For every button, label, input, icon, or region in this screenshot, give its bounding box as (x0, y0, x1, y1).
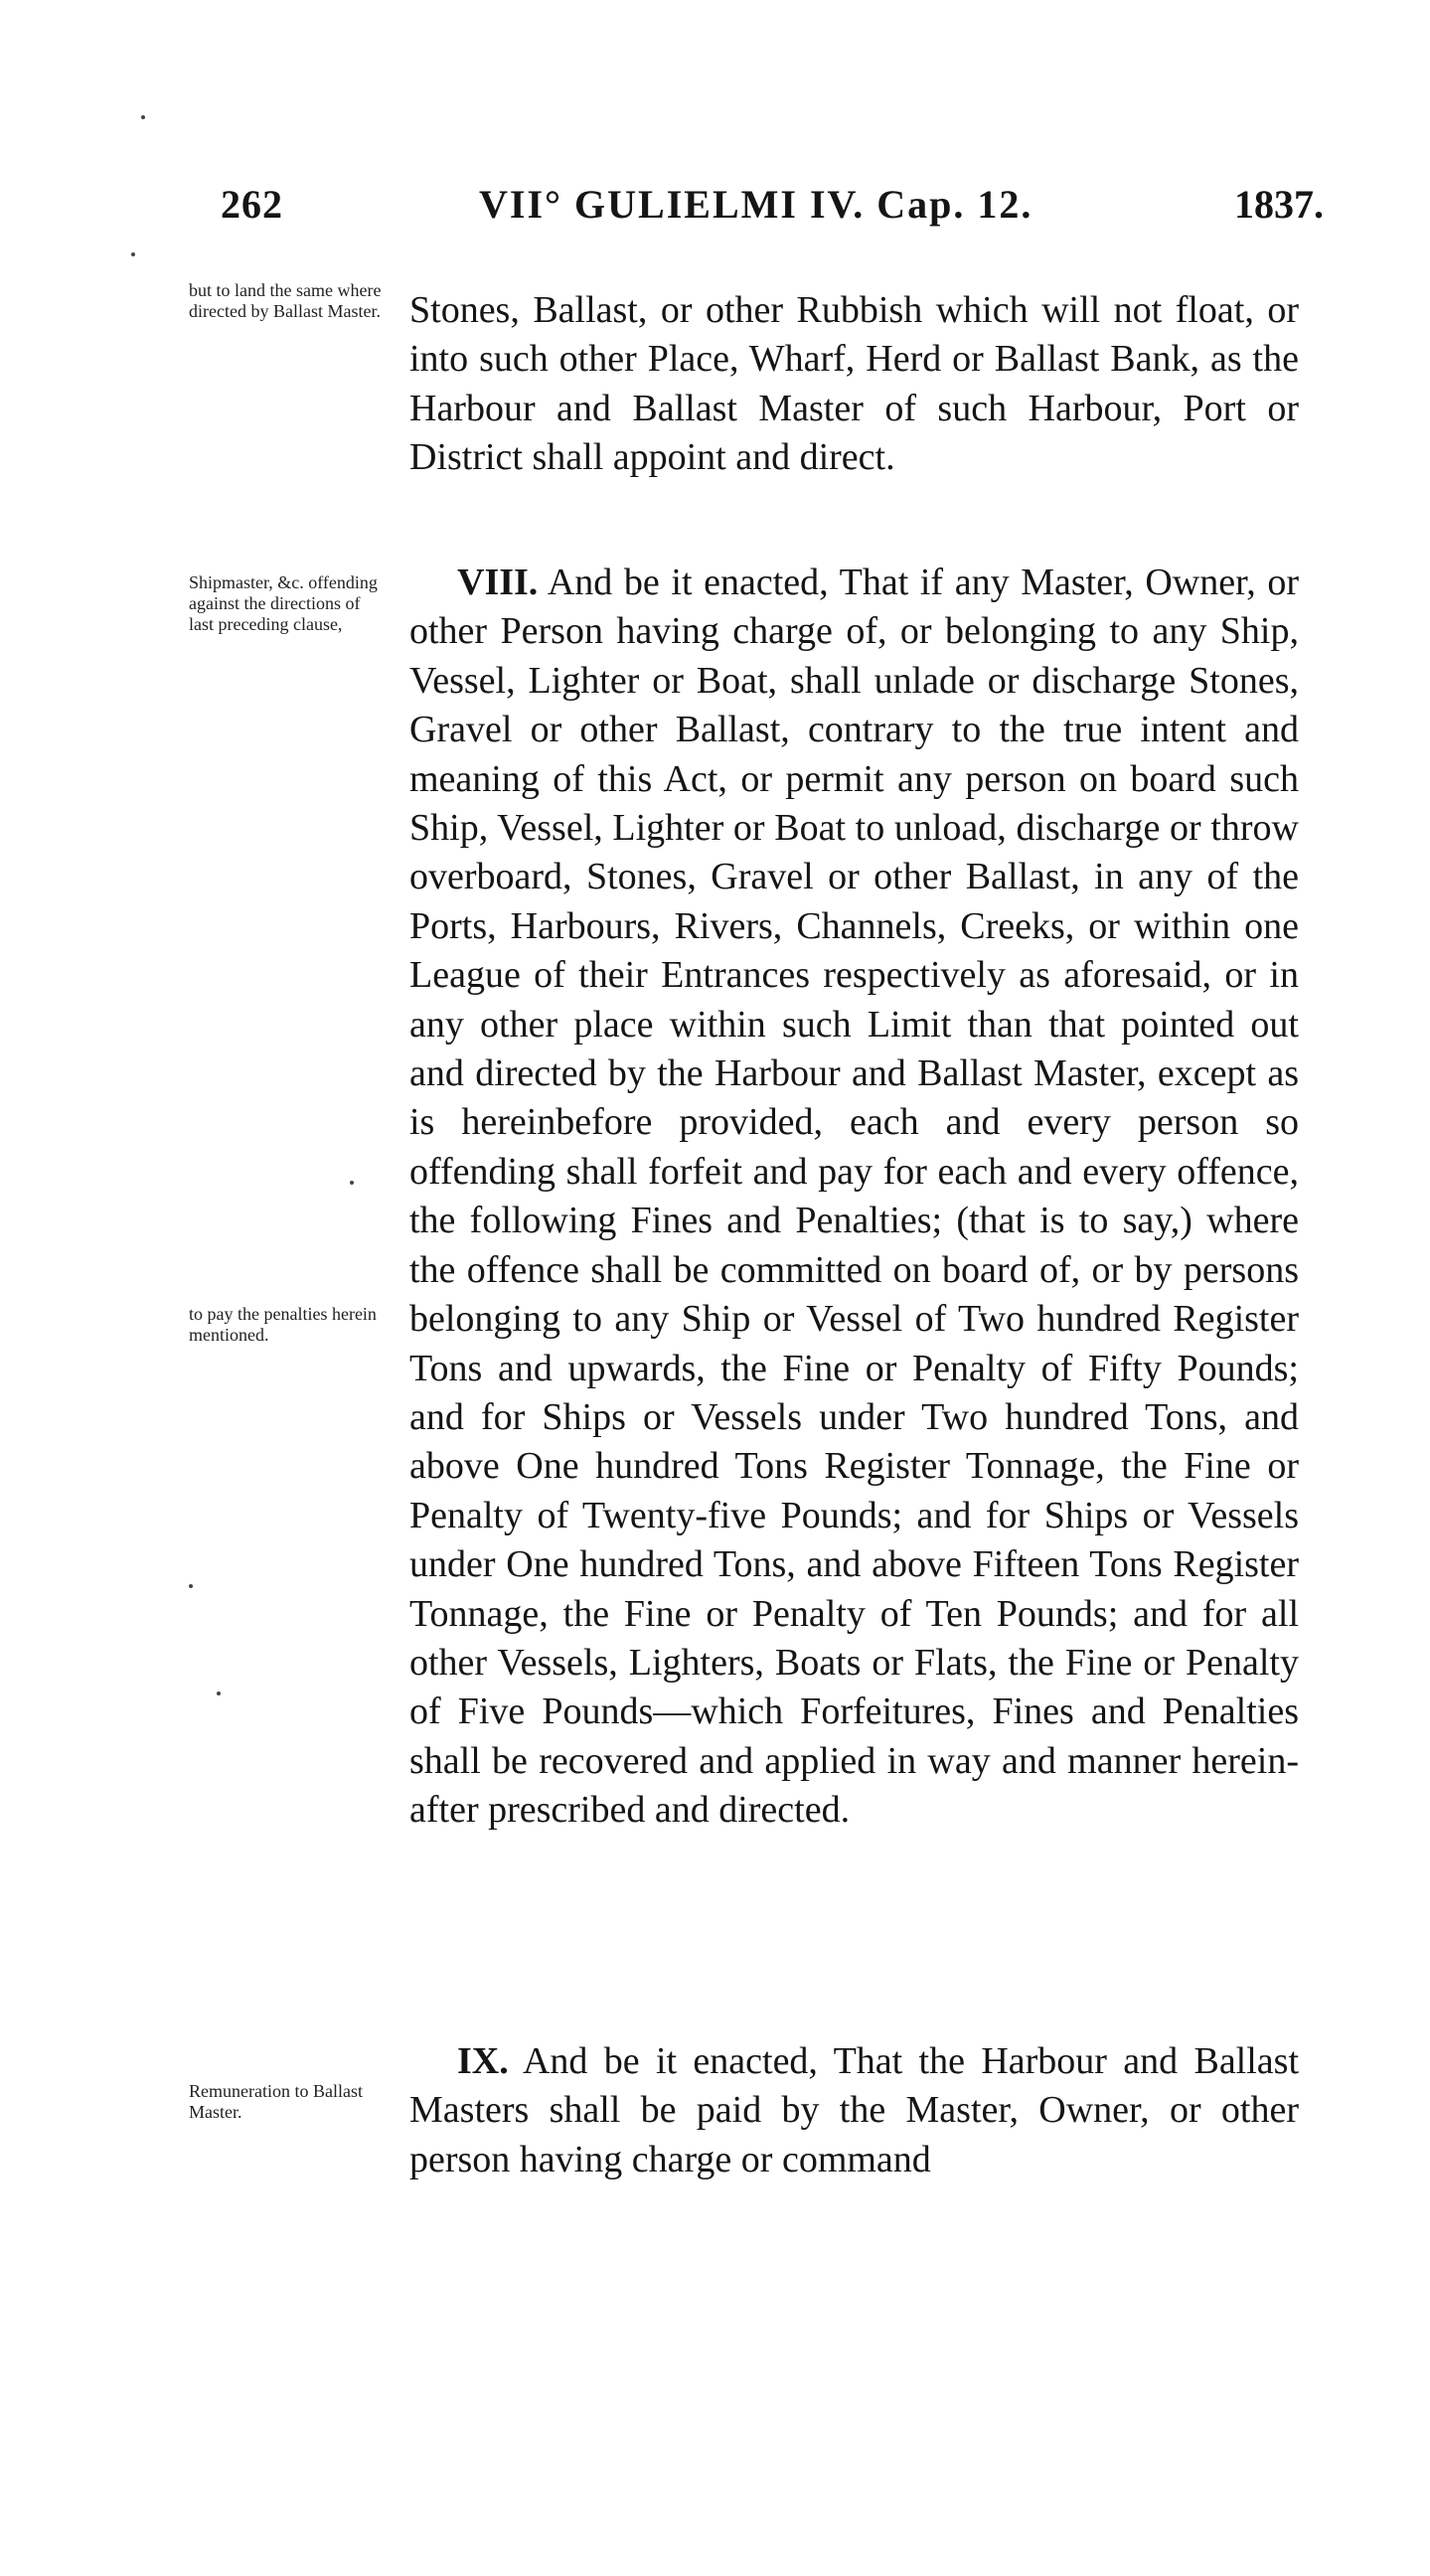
scan-speck (141, 115, 145, 119)
section-number (409, 2040, 509, 2082)
section-number-text: IX. (457, 2040, 509, 2082)
scan-speck (217, 1691, 221, 1695)
page-header (221, 181, 1324, 241)
section-number (409, 562, 538, 603)
scan-speck (189, 1584, 193, 1588)
margin-note: to pay the penalties herein mentioned. (189, 1304, 377, 1345)
section-number-text: VIII. (457, 562, 539, 603)
paragraph-text: And be it enacted, That the Harbour and Ballast Masters shall be paid by the Master, Owner, or other person having charge or command (409, 2040, 1300, 2180)
paragraph-continuation (409, 286, 1299, 483)
section-ix (409, 2037, 1299, 2184)
scan-speck (350, 1181, 354, 1185)
margin-note: Remuneration to Ballast Master. (189, 2081, 363, 2122)
scan-speck (131, 252, 135, 256)
running-title: VII° GULIELMI IV. Cap. 12. (479, 182, 1033, 227)
header-year: 1837. (1234, 182, 1324, 227)
section-viii (409, 559, 1299, 1836)
page-number: 262 (221, 182, 283, 227)
margin-note: Shipmaster, &c. offending against the directions of last preceding clause, (189, 572, 378, 634)
paragraph-text: Stones, Ballast, or other Rubbish which will not float, or into such other Place, Wharf, Herd or Ballast Bank, as the Harbour and Ballast Master of such Harbour, Port or District shall appoint and direct. (409, 289, 1299, 479)
paragraph-text: And be it enacted, That if any Master, Owner, or other Person having charge of, or belonging to any Ship, Vessel, Lighter or Boat, shall unlade or discharge Stones, Gravel or other Ballast, contrary to the true intent and meaning of this Act, or permit any person on board such Ship, Vessel, Lighter or Boat to unload, discharge or throw overboard, Stones, Gravel or other Ballast, in any of the Ports, Harbours, Rivers, Channels, Creeks, or within one League of their Entrances respectively as aforesaid, or in any other place within such Limit than that pointed out and directed by the Harbour and Ballast Master, except as is hereinbefore provided, each and every person so offending shall forfeit and pay for each and every offence, the following Fines and Penalties; (that is to say,) where the offence shall be committed on board of, or by persons belonging to any Ship or Vessel of Two hundred Register Tons and upwards, the Fine or Penalty of Fifty Pounds; and for Ships or Vessels under Two hundred Tons, and above One hundred Tons Register Tonnage, the Fine or Penalty of Twenty-five Pounds; and for Ships or Vessels under One hundred Tons, and above Fifteen Tons Register Tonnage, the Fine or Penalty of Ten Pounds; and for all other Vessels, Lighters, Boats or Flats, the Fine or Penalty of Five Pounds—which Forfeitures, Fines and Penalties shall be recovered and applied in way and manner herein-after prescribed and directed. (409, 562, 1299, 1832)
margin-note: but to land the same where directed by Ballast Master. (189, 280, 382, 321)
